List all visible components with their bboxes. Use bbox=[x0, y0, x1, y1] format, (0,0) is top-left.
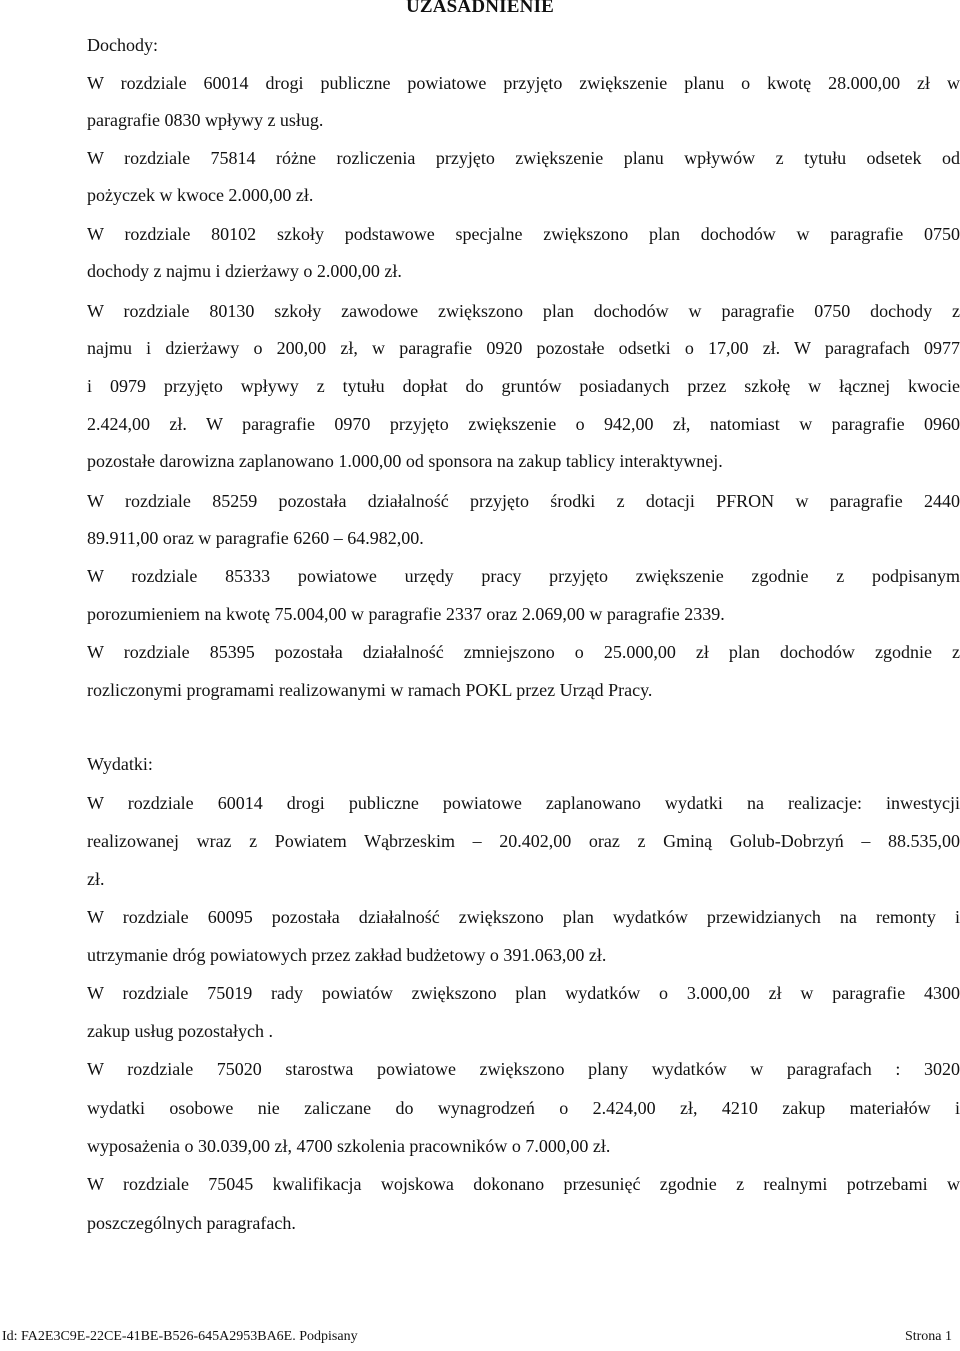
wydatki-line: W rozdziale 60095 pozostała działalność zwiększono plan wydatków przewidzianych na remonty i bbox=[87, 907, 960, 927]
dochody-line: W rozdziale 85259 pozostała działalność przyjęto środki z dotacji PFRON w paragrafie 2440 bbox=[87, 491, 960, 511]
document-title: UZASADNIENIE bbox=[405, 0, 555, 17]
dochody-line: W rozdziale 85333 powiatowe urzędy pracy przyjęto zwiększenie zgodnie z podpisanym bbox=[87, 566, 960, 586]
section-heading-wydatki: Wydatki: bbox=[87, 754, 153, 774]
wydatki-line: utrzymanie dróg powiatowych przez zakład budżetowy o 391.063,00 zł. bbox=[87, 945, 607, 965]
dochody-line: najmu i dzierżawy o 200,00 zł, w paragrafie 0920 pozostałe odsetki o 17,00 zł. W paragrafach 0977 bbox=[87, 338, 960, 358]
dochody-line: W rozdziale 85395 pozostała działalność zmniejszono o 25.000,00 zł plan dochodów zgodnie z bbox=[87, 642, 960, 662]
wydatki-line: wydatki osobowe nie zaliczane do wynagrodzeń o 2.424,00 zł, 4210 zakup materiałów i bbox=[87, 1098, 960, 1118]
wydatki-line: zakup usług pozostałych . bbox=[87, 1021, 273, 1041]
dochody-line: W rozdziale 60014 drogi publiczne powiatowe przyjęto zwiększenie planu o kwotę 28.000,00 zł w bbox=[87, 73, 960, 93]
dochody-line: W rozdziale 80102 szkoły podstawowe specjalne zwiększono plan dochodów w paragrafie 0750 bbox=[87, 224, 960, 244]
dochody-line: i 0979 przyjęto wpływy z tytułu dopłat do gruntów posiadanych przez szkołę w łącznej kwocie bbox=[87, 376, 960, 396]
dochody-line: pożyczek w kwoce 2.000,00 zł. bbox=[87, 185, 314, 205]
wydatki-line: zł. bbox=[87, 869, 105, 889]
section-heading-dochody: Dochody: bbox=[87, 35, 158, 55]
dochody-line: pozostałe darowizna zaplanowano 1.000,00 od sponsora na zakup tablicy interaktywnej. bbox=[87, 451, 723, 471]
dochody-line: porozumieniem na kwotę 75.004,00 w paragrafie 2337 oraz 2.069,00 w paragrafie 2339. bbox=[87, 604, 725, 624]
dochody-line: rozliczonymi programami realizowanymi w ramach POKL przez Urząd Pracy. bbox=[87, 680, 653, 700]
wydatki-line: realizowanej wraz z Powiatem Wąbrzeskim – 20.402,00 oraz z Gminą Golub-Dobrzyń – 88.535,00 bbox=[87, 831, 960, 851]
page-number: Strona 1 bbox=[904, 1329, 952, 1344]
wydatki-line: W rozdziale 75020 starostwa powiatowe zwiększono plany wydatków w paragrafach : 3020 bbox=[87, 1059, 960, 1079]
wydatki-line: W rozdziale 60014 drogi publiczne powiatowe zaplanowano wydatki na realizacje: inwestycji bbox=[87, 793, 960, 813]
wydatki-line: poszczególnych paragrafach. bbox=[87, 1213, 296, 1233]
wydatki-line: wyposażenia o 30.039,00 zł, 4700 szkolenia pracowników o 7.000,00 zł. bbox=[87, 1136, 611, 1156]
document-id-footer: Id: FA2E3C9E-22CE-41BE-B526-645A2953BA6E. Podpisany bbox=[2, 1329, 358, 1344]
dochody-line: 89.911,00 oraz w paragrafie 6260 – 64.982,00. bbox=[87, 528, 424, 548]
dochody-line: paragrafie 0830 wpływy z usług. bbox=[87, 110, 324, 130]
dochody-line: dochody z najmu i dzierżawy o 2.000,00 zł. bbox=[87, 261, 402, 281]
dochody-line: 2.424,00 zł. W paragrafie 0970 przyjęto zwiększenie o 942,00 zł, natomiast w paragrafie 0960 bbox=[87, 414, 960, 434]
wydatki-line: W rozdziale 75019 rady powiatów zwiększono plan wydatków o 3.000,00 zł w paragrafie 4300 bbox=[87, 983, 960, 1003]
dochody-line: W rozdziale 80130 szkoły zawodowe zwiększono plan dochodów w paragrafie 0750 dochody z bbox=[87, 301, 960, 321]
wydatki-line: W rozdziale 75045 kwalifikacja wojskowa dokonano przesunięć zgodnie z realnymi potrzebami w bbox=[87, 1174, 960, 1194]
dochody-line: W rozdziale 75814 różne rozliczenia przyjęto zwiększenie planu wpływów z tytułu odsetek od bbox=[87, 148, 960, 168]
